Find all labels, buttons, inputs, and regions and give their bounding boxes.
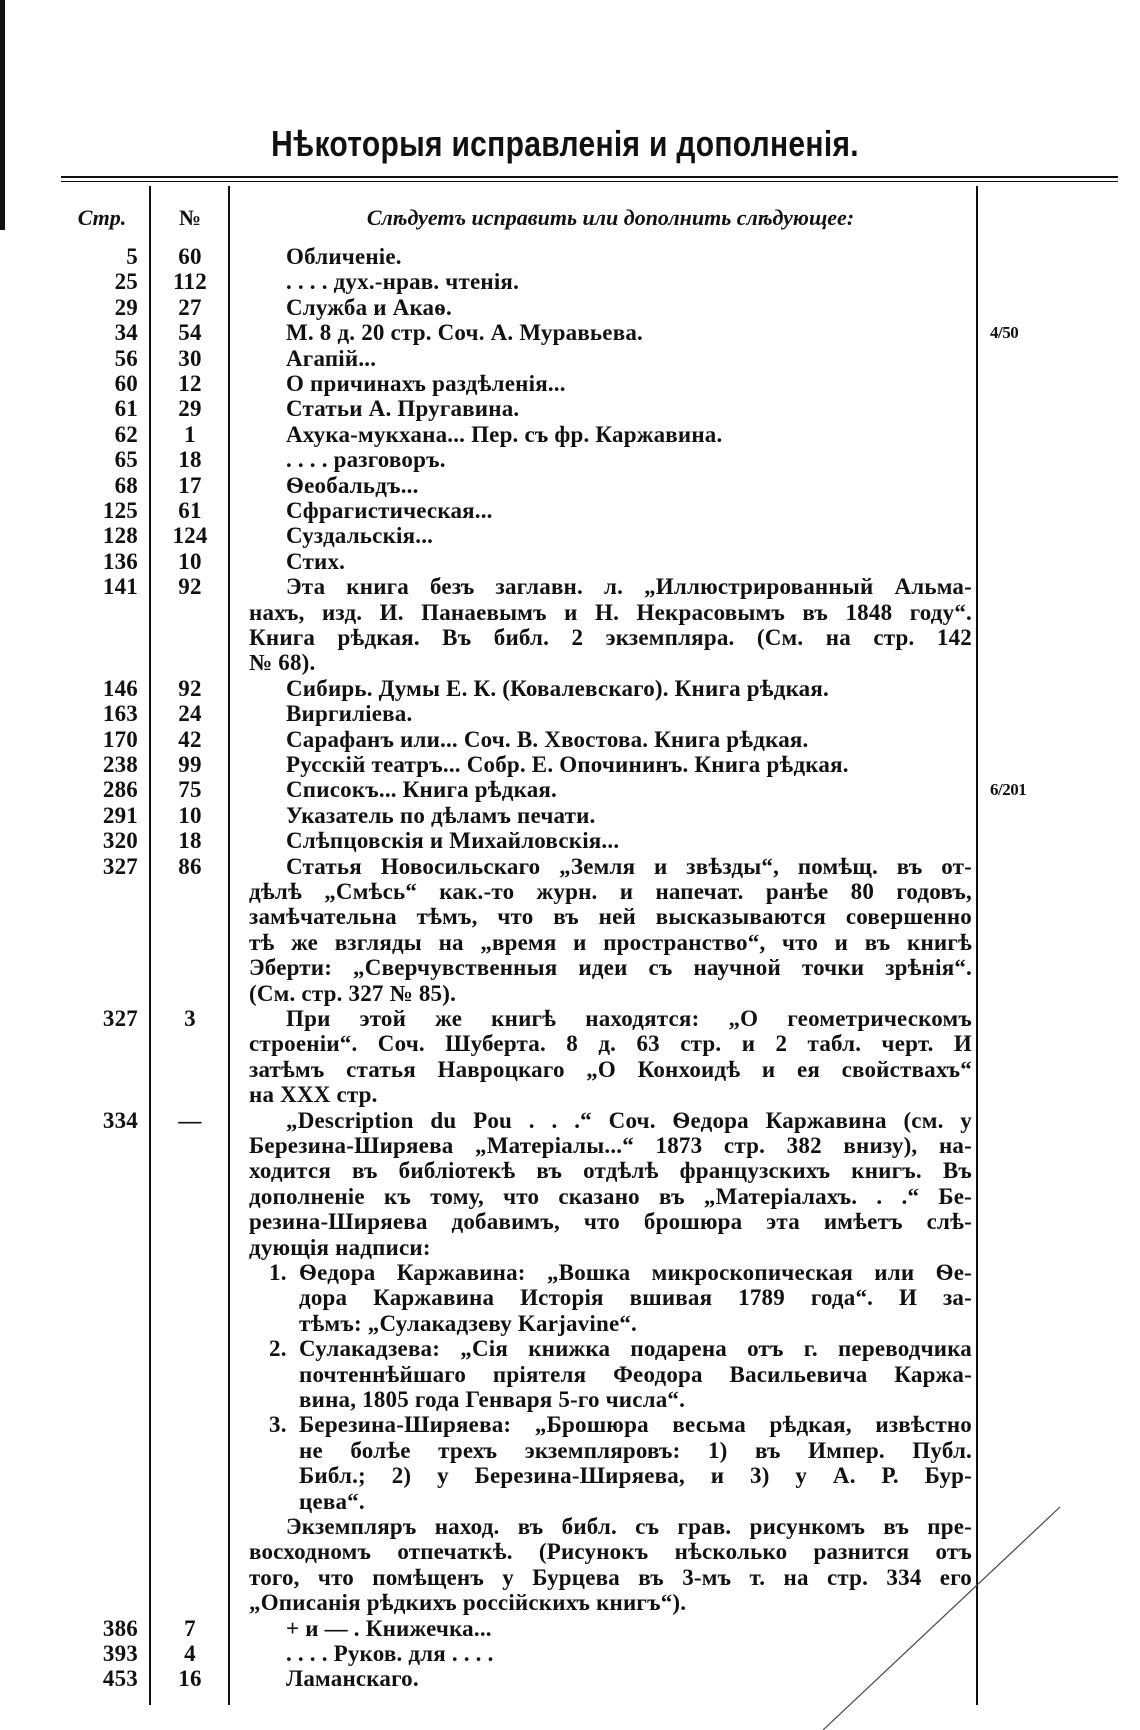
entry-text: Статья Новосильскаго „Земля и звѣзды“, помѣщ. въ от- <box>286 853 972 879</box>
entry-text: М. 8 д. 20 стр. Соч. А. Муравьева. <box>286 320 643 346</box>
entry-text: Ѳедора Каржавина: „Вошка микроскопическая или Ѳе- <box>299 1260 972 1285</box>
entry-text: Стих. <box>286 548 346 574</box>
entry-text: затѣмъ статья Навроцкаго „О Конхоидѣ и ея свойствахъ“ <box>249 1056 972 1082</box>
entry-text: Сарафанъ или... Соч. В. Хвостова. Книга рѣдкая. <box>286 726 809 752</box>
list-marker: 2. <box>269 1336 287 1362</box>
entry-page: 286 <box>102 777 138 803</box>
list-marker: 1. <box>269 1260 287 1285</box>
entry-text: дополненіе къ тому, что сказано въ „Матеріалахъ. . .“ Бе- <box>249 1183 972 1209</box>
entry-text: Указатель по дѣламъ печати. <box>286 802 596 828</box>
entry-number: 92 <box>178 675 202 701</box>
entry-page: 62 <box>114 421 138 447</box>
entry-number: 29 <box>178 396 202 422</box>
entry-text: почтеннѣйшаго пріятеля Феодора Васильевича Каржа- <box>299 1361 972 1387</box>
margin-note: 6/201 <box>990 780 1027 800</box>
page-title: Нѣкоторыя исправленія и дополненія. <box>271 124 859 165</box>
entry-text: Березина-Ширяева „Матеріалы...“ 1873 стр. 382 внизу), на- <box>249 1133 972 1158</box>
entry-number: 54 <box>178 320 202 346</box>
entry-page: 170 <box>102 726 138 752</box>
entry-text: Суздальскія... <box>286 523 434 549</box>
entry-text: Ѳеобальдъ... <box>286 472 419 498</box>
entry-text: Списокъ... Книга рѣдкая. <box>286 777 557 803</box>
entry-number: 1 <box>184 421 196 447</box>
entry-page: 128 <box>102 523 138 549</box>
entry-text: „Описанія рѣдкихъ россійскихъ книгъ“). <box>249 1590 687 1616</box>
entry-text: не болѣе трехъ экземпляровъ: 1) въ Импер. Публ. <box>299 1437 972 1463</box>
entry-page: 68 <box>114 472 138 498</box>
entry-text: . . . . дух.-нрав. чтенія. <box>286 269 520 295</box>
entry-text: № 68). <box>249 650 316 676</box>
entry-text: на XXX стр. <box>249 1082 378 1108</box>
entry-page: 393 <box>102 1641 138 1666</box>
entry-number: 7 <box>184 1615 196 1641</box>
entry-text: восходномъ отпечаткѣ. (Рисунокъ нѣсколько разнится отъ <box>249 1539 972 1565</box>
entry-number: 27 <box>178 294 202 320</box>
entry-number: 24 <box>178 701 202 727</box>
entry-page: 238 <box>102 752 138 777</box>
entry-text: Эта книга безъ заглавн. л. „Иллюстрированный Альма- <box>286 574 972 600</box>
column-header-text: Слѣдуетъ исправить или дополнить слѣдующее: <box>366 205 855 230</box>
entry-page: 386 <box>102 1615 138 1641</box>
entry-text: . . . . разговоръ. <box>286 447 446 473</box>
entry-text: Сибирь. Думы Е. К. (Ковалевскаго). Книга рѣдкая. <box>286 675 829 701</box>
entry-page: 291 <box>102 802 138 828</box>
entry-number: 112 <box>173 269 207 295</box>
entry-number: 18 <box>178 828 202 854</box>
entry-number: 124 <box>172 523 208 549</box>
entry-text: тѣмъ: „Сулакадзеву Karjavine“. <box>299 1310 638 1336</box>
entry-text: ходится въ библіотекѣ въ отдѣлѣ французскихъ книгъ. Въ <box>249 1158 972 1184</box>
entry-page: 29 <box>114 294 138 320</box>
entry-page: 141 <box>102 574 138 600</box>
entry-text: Библ.; 2) у Березина-Ширяева, и 3) у А. Р. Бур- <box>299 1463 972 1489</box>
entry-text: Сфрагистическая... <box>286 498 493 523</box>
entry-number: 42 <box>178 726 202 752</box>
entry-text: Ламанскаго. <box>286 1666 419 1692</box>
entry-number: 60 <box>178 244 202 269</box>
page-curl-line <box>823 1507 1060 1730</box>
entry-page: 327 <box>102 853 138 879</box>
entry-text: Служба и Акаѳ. <box>286 294 452 320</box>
entry-text: тѣ же взгляды на „время и пространство“, что и въ книгѣ <box>249 929 972 955</box>
entry-number: 75 <box>178 777 202 803</box>
entry-number: — <box>178 1107 202 1133</box>
entry-text: Экземпляръ наход. въ библ. съ грав. рисункомъ въ пре- <box>286 1514 972 1539</box>
entry-number: 12 <box>178 371 202 396</box>
entry-text: Эберти: „Сверчувственныя идеи съ научной точки зрѣнія“. <box>249 955 972 981</box>
entry-page: 320 <box>102 828 138 854</box>
entry-number: 99 <box>178 752 202 777</box>
entry-number: 16 <box>178 1666 202 1692</box>
column-header-page: Стр. <box>77 205 127 230</box>
entry-number: 10 <box>178 548 202 574</box>
entry-text: О причинахъ раздѣленія... <box>286 371 566 396</box>
entry-text: Статьи А. Пругавина. <box>286 396 520 422</box>
entry-text: Агапій... <box>286 345 377 371</box>
entry-number: 3 <box>184 1006 196 1031</box>
entry-number: 4 <box>184 1641 196 1666</box>
entry-text: . . . . Руков. для . . . . <box>286 1641 494 1666</box>
entry-text: Книга рѣдкая. Въ библ. 2 экземпляра. (См. на стр. 142 <box>249 625 972 650</box>
list-marker: 3. <box>269 1412 287 1438</box>
entry-text: „Description du Pou . . .“ Соч. Ѳедора Каржавина (см. у <box>286 1107 972 1133</box>
entry-page: 136 <box>102 548 138 574</box>
entry-number: 17 <box>178 472 202 498</box>
entry-number: 86 <box>178 853 202 879</box>
entry-page: 125 <box>102 498 138 523</box>
entry-page: 25 <box>114 269 138 295</box>
entry-page: 453 <box>102 1666 138 1692</box>
entry-page: 65 <box>114 447 138 473</box>
entry-text: дующія надписи: <box>249 1234 431 1260</box>
entry-page: 60 <box>114 371 138 396</box>
entry-text: + и — . Книжечка... <box>286 1615 492 1641</box>
entry-page: 334 <box>102 1107 138 1133</box>
entry-text: резина-Ширяева добавимъ, что брошюра эта имѣетъ слѣ- <box>249 1209 972 1235</box>
entry-page: 61 <box>114 396 138 422</box>
entry-text: дора Каржавина Исторія вшивая 1789 года“. И за- <box>299 1285 972 1311</box>
entry-page: 34 <box>114 320 138 346</box>
entry-text: того, что помѣщенъ у Бурцева въ 3-мъ т. на стр. 334 его <box>249 1564 972 1590</box>
entry-text: Русскій театръ... Собр. Е. Опочининъ. Книга рѣдкая. <box>286 752 849 777</box>
margin-note: 4/50 <box>990 323 1019 343</box>
entry-text: вина, 1805 года Генваря 5-го числа“. <box>299 1387 686 1412</box>
entry-text: Сулакадзева: „Сія книжка подарена отъ г. переводчика <box>299 1336 972 1362</box>
entry-text: дѣлѣ „Смѣсь“ как.-то журн. и напечат. ранѣе 80 годовъ, <box>249 879 972 904</box>
entry-text: строеніи“. Соч. Шуберта. 8 д. 63 стр. и 2 табл. черт. И <box>249 1031 972 1057</box>
entry-text: Обличеніе. <box>286 244 402 269</box>
entry-page: 163 <box>102 701 138 727</box>
entry-text: Слѣпцовскія и Михайловскія... <box>286 828 620 854</box>
entry-text: (См. стр. 327 № 85). <box>249 980 457 1006</box>
entry-text: цева“. <box>299 1488 365 1514</box>
entry-text: нахъ, изд. И. Панаевымъ и Н. Некрасовымъ въ 1848 году“. <box>249 599 972 625</box>
entry-text: Виргиліева. <box>286 701 413 727</box>
entry-number: 10 <box>178 802 202 828</box>
entry-page: 327 <box>102 1006 138 1031</box>
entry-page: 56 <box>114 345 138 371</box>
entry-text: Березина-Ширяева: „Брошюра весьма рѣдкая, извѣстно <box>299 1412 972 1438</box>
column-header-number: № <box>178 205 202 230</box>
entry-number: 18 <box>178 447 202 473</box>
entry-text: При этой же книгѣ находятся: „О геометрическомъ <box>286 1006 972 1031</box>
entry-text: замѣчательна тѣмъ, что въ ней высказываются совершенно <box>249 904 972 930</box>
entry-number: 61 <box>178 498 202 523</box>
entry-number: 92 <box>178 574 202 600</box>
entry-text: Ахука-мукхана... Пер. съ фр. Каржавина. <box>286 421 723 447</box>
entry-page: 146 <box>102 675 138 701</box>
entry-page: 5 <box>126 244 138 269</box>
entry-number: 30 <box>178 345 202 371</box>
